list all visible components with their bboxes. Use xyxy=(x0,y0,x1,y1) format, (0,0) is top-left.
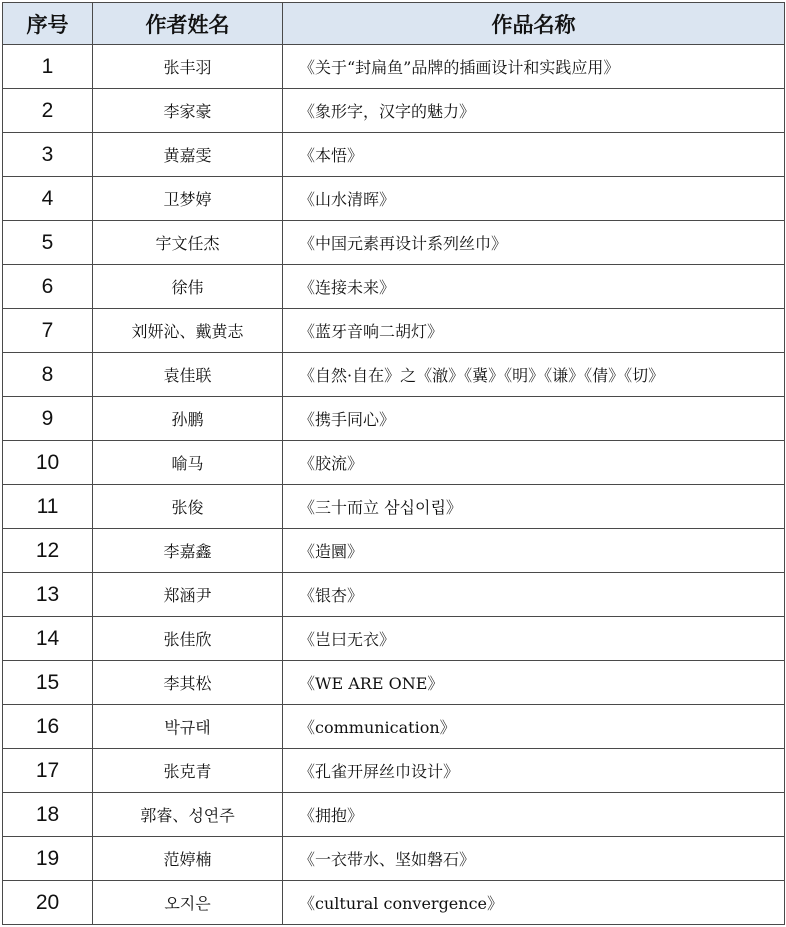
row-number: 18 xyxy=(3,793,93,837)
work-title: 《自然·自在》之《澈》《冀》《明》《谦》《倩》《切》 xyxy=(283,353,785,397)
header-author-name: 作者姓名 xyxy=(93,3,283,45)
author-name: 范婷楠 xyxy=(93,837,283,881)
author-name: 卫梦婷 xyxy=(93,177,283,221)
table-row xyxy=(3,529,785,573)
author-name: 黄嘉雯 xyxy=(93,133,283,177)
table-row xyxy=(3,45,785,89)
author-name: 喻马 xyxy=(93,441,283,485)
author-name: 徐伟 xyxy=(93,265,283,309)
work-title: 《本悟》 xyxy=(283,133,785,177)
work-title: 《关于“封扁鱼”品牌的插画设计和实践应用》 xyxy=(283,45,785,89)
row-number: 1 xyxy=(3,45,93,89)
header-row xyxy=(3,3,785,45)
table-row xyxy=(3,881,785,925)
author-name: 郑涵尹 xyxy=(93,573,283,617)
table-row xyxy=(3,485,785,529)
row-number: 15 xyxy=(3,661,93,705)
row-number: 12 xyxy=(3,529,93,573)
row-number: 2 xyxy=(3,89,93,133)
row-number: 13 xyxy=(3,573,93,617)
work-title: 《携手同心》 xyxy=(283,397,785,441)
author-name: 孙鹏 xyxy=(93,397,283,441)
table-row xyxy=(3,265,785,309)
author-name: 李家豪 xyxy=(93,89,283,133)
work-title: 《蓝牙音响二胡灯》 xyxy=(283,309,785,353)
table-row xyxy=(3,749,785,793)
work-title: 《communication》 xyxy=(283,705,785,749)
table-row xyxy=(3,441,785,485)
work-title: 《银杏》 xyxy=(283,573,785,617)
author-name: 오지은 xyxy=(93,881,283,925)
author-name: 李其松 xyxy=(93,661,283,705)
row-number: 8 xyxy=(3,353,93,397)
table-row xyxy=(3,133,785,177)
work-title: 《造圜》 xyxy=(283,529,785,573)
work-title: 《象形字，汉字的魅力》 xyxy=(283,89,785,133)
table-row xyxy=(3,397,785,441)
author-name: 李嘉鑫 xyxy=(93,529,283,573)
table-header xyxy=(3,3,785,45)
row-number: 20 xyxy=(3,881,93,925)
author-name: 刘妍沁、戴黄志 xyxy=(93,309,283,353)
table-row xyxy=(3,705,785,749)
table-row xyxy=(3,353,785,397)
author-name: 张丰羽 xyxy=(93,45,283,89)
work-title: 《拥抱》 xyxy=(283,793,785,837)
work-title: 《胶流》 xyxy=(283,441,785,485)
author-name: 宇文任杰 xyxy=(93,221,283,265)
table-row xyxy=(3,793,785,837)
author-name: 郭睿、성연주 xyxy=(93,793,283,837)
works-table xyxy=(2,2,785,925)
work-title: 《一衣带水、坚如磐石》 xyxy=(283,837,785,881)
table-row xyxy=(3,573,785,617)
header-work-title: 作品名称 xyxy=(283,3,785,45)
author-name: 박규태 xyxy=(93,705,283,749)
author-name: 张克青 xyxy=(93,749,283,793)
row-number: 17 xyxy=(3,749,93,793)
row-number: 5 xyxy=(3,221,93,265)
row-number: 3 xyxy=(3,133,93,177)
table-row xyxy=(3,89,785,133)
header-number: 序号 xyxy=(3,3,93,45)
row-number: 9 xyxy=(3,397,93,441)
row-number: 16 xyxy=(3,705,93,749)
author-name: 张俊 xyxy=(93,485,283,529)
table-row xyxy=(3,309,785,353)
work-title: 《孔雀开屏丝巾设计》 xyxy=(283,749,785,793)
row-number: 7 xyxy=(3,309,93,353)
table-row xyxy=(3,617,785,661)
row-number: 19 xyxy=(3,837,93,881)
row-number: 4 xyxy=(3,177,93,221)
author-name: 袁佳联 xyxy=(93,353,283,397)
work-title: 《cultural convergence》 xyxy=(283,881,785,925)
row-number: 10 xyxy=(3,441,93,485)
work-title: 《中国元素再设计系列丝巾》 xyxy=(283,221,785,265)
work-title: 《三十而立 삼십이립》 xyxy=(283,485,785,529)
work-title: 《山水清晖》 xyxy=(283,177,785,221)
table-row xyxy=(3,661,785,705)
table-row xyxy=(3,837,785,881)
row-number: 14 xyxy=(3,617,93,661)
work-title: 《WE ARE ONE》 xyxy=(283,661,785,705)
table-row xyxy=(3,221,785,265)
row-number: 6 xyxy=(3,265,93,309)
work-title: 《岂曰无衣》 xyxy=(283,617,785,661)
table-row xyxy=(3,177,785,221)
author-name: 张佳欣 xyxy=(93,617,283,661)
work-title: 《连接未来》 xyxy=(283,265,785,309)
table-body xyxy=(3,45,785,925)
row-number: 11 xyxy=(3,485,93,529)
